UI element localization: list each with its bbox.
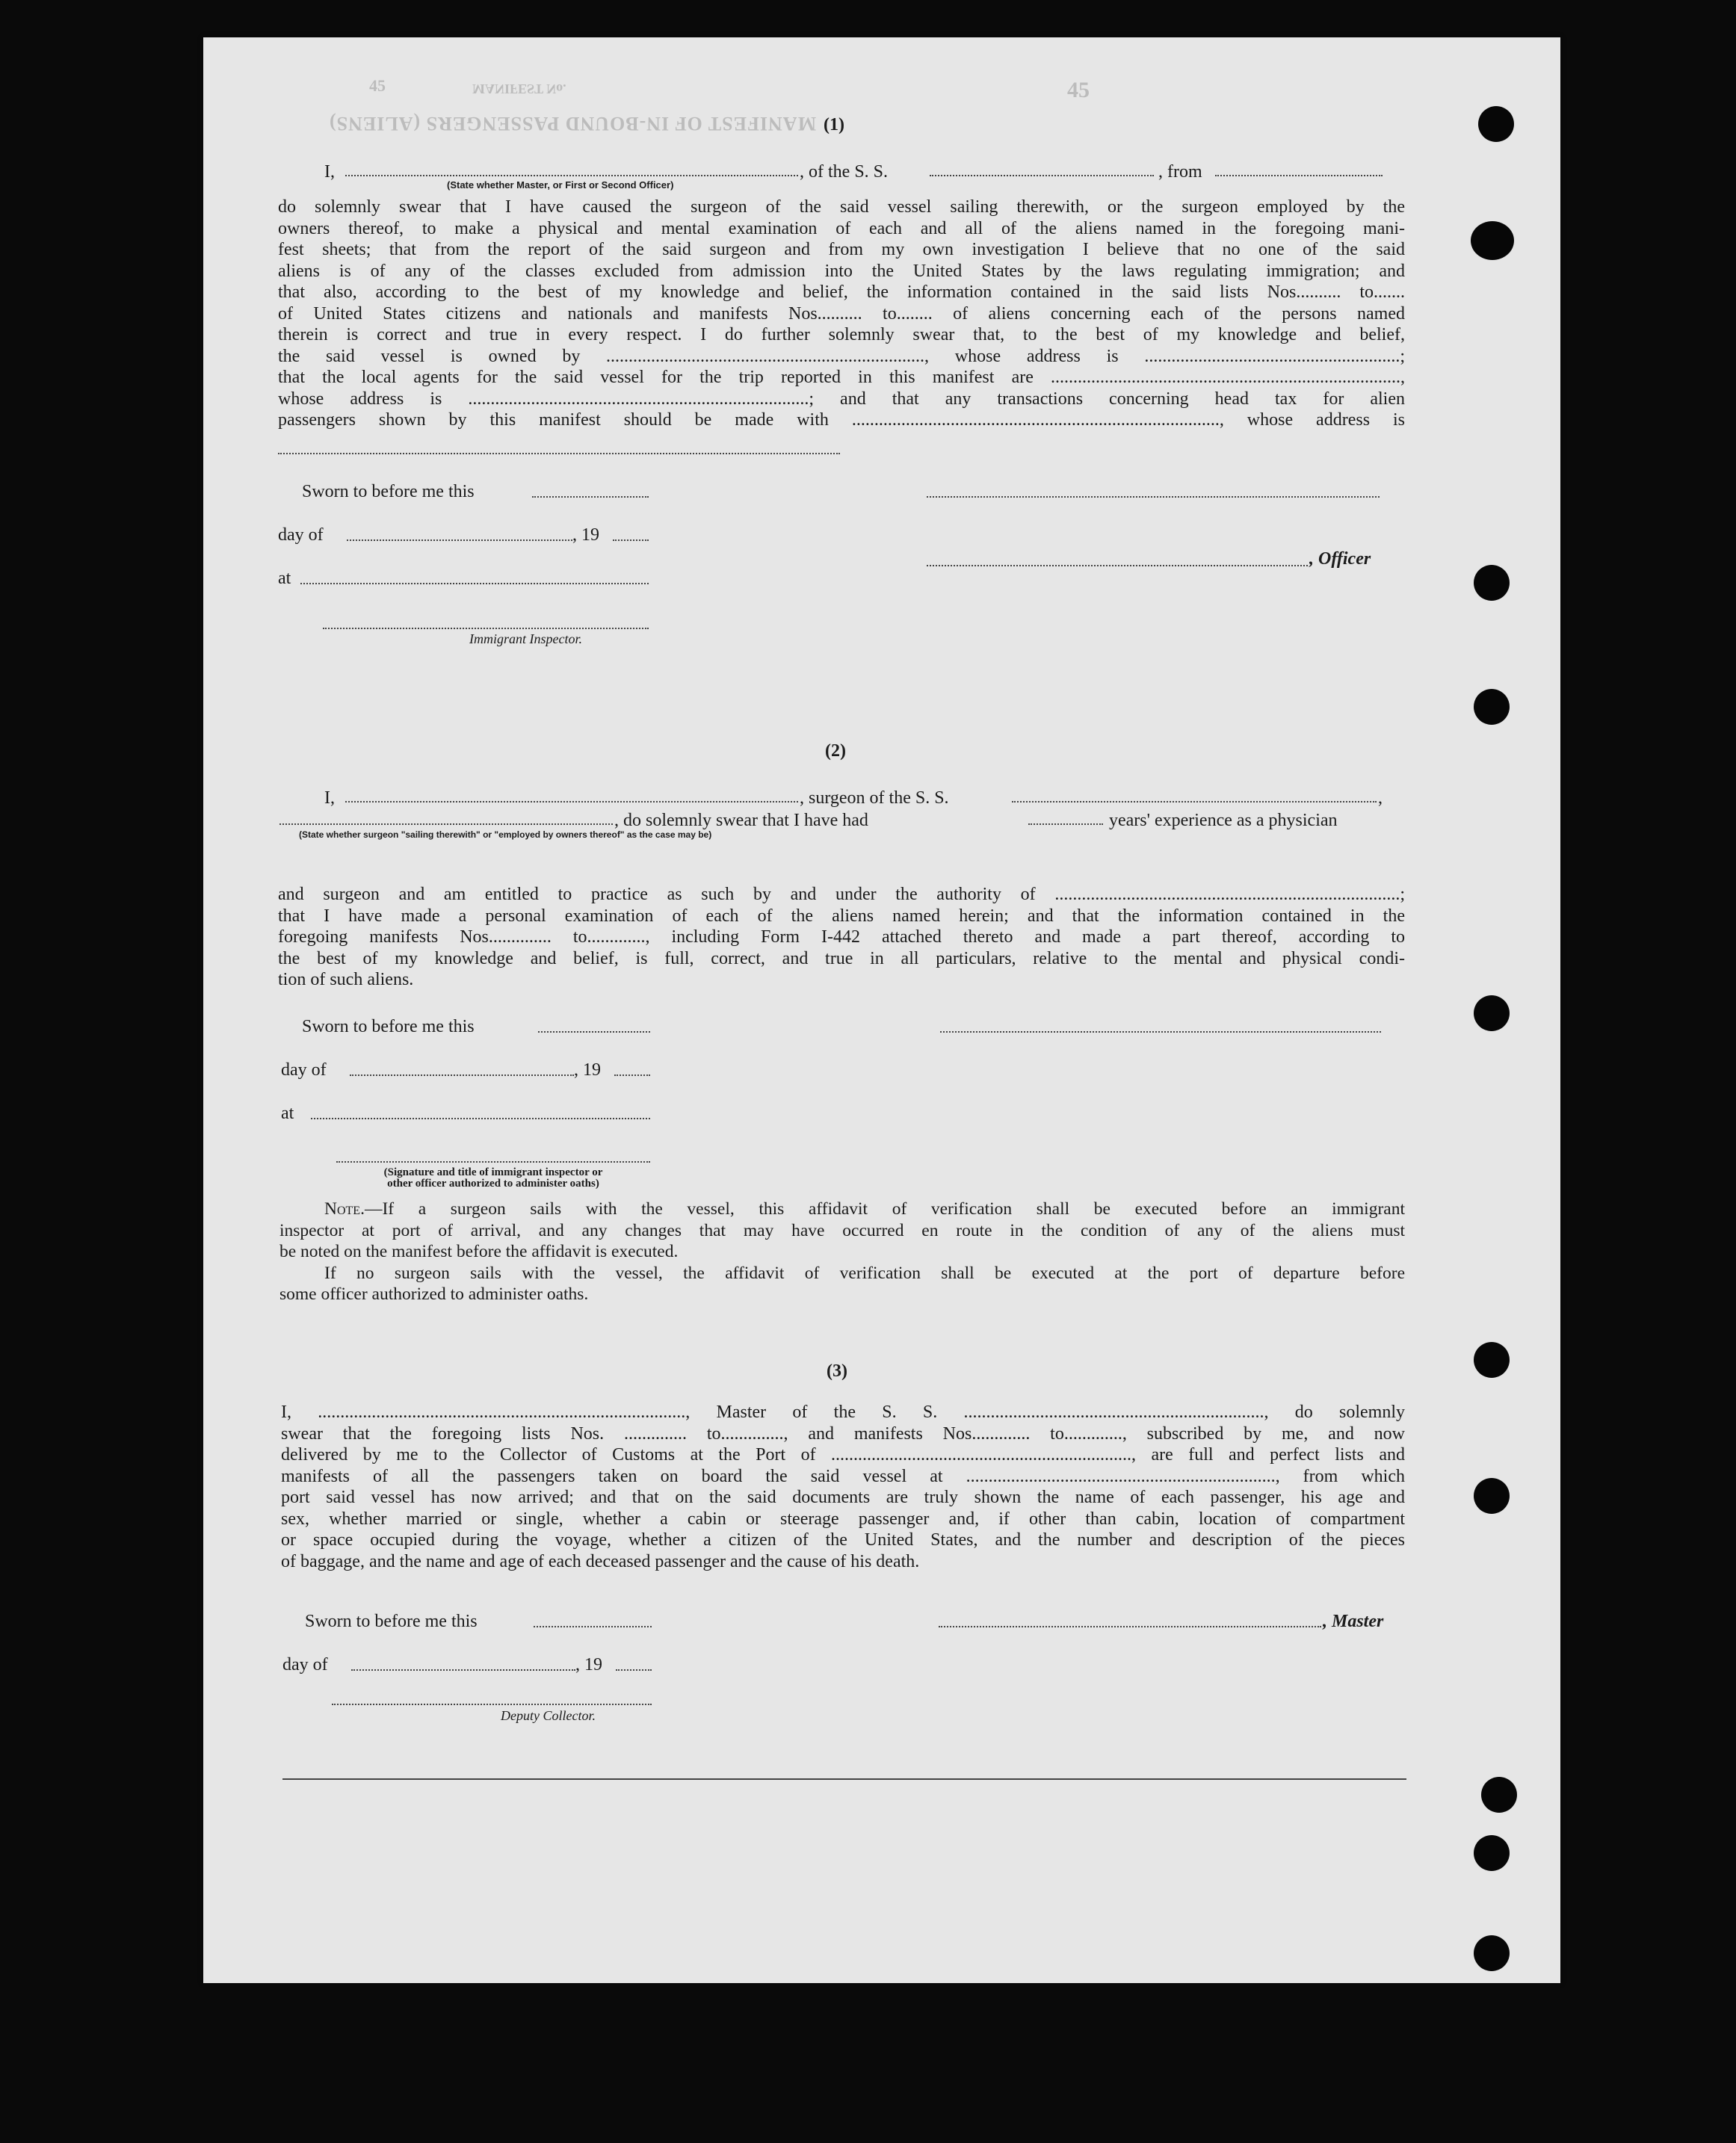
punch-hole-icon: [1474, 1342, 1510, 1378]
officer-signature-field[interactable]: [927, 496, 1380, 498]
immigrant-inspector-signature-field[interactable]: [323, 628, 649, 629]
section-2-sworn-date-field[interactable]: [538, 1031, 650, 1033]
section-1-heading: (1): [824, 115, 844, 134]
section-3-year-label: , 19: [575, 1655, 602, 1674]
deputy-collector-label: Deputy Collector.: [501, 1708, 596, 1723]
punch-hole-icon: [1471, 221, 1514, 260]
section-1-oath-text: do solemnly swear that I have caused the surgeon of the said vessel sailing therewith, or the surgeon employed by the owners thereof, to make a physical and mental examination of each and all of the aliens named in the foregoing mani- fest sheets; that from the report of the said surgeon and from my own investigation I believe that no one of the said aliens is of any of the classes excluded from admission into the United States by the laws regulating immigration; and that also, according to the best of my knowledge and belief, the information contained in the said lists Nos.......... to....... of United States citizens and nationals and manifests Nos.......... to........ of aliens concerning each of the persons named therein is correct and true in every respect. I do further solemnly swear that, to the best of my knowledge and belief, the said vessel is owned by ......................................................................., whose address is .........................................................; that the local agents for the said vessel for the trip reported in this manifest are .............................................................................., whose address is ............................................................................; and that any transactions concerning head tax for alien passengers shown by this manifest should be made with .................................................................................., whose address is: [278, 197, 1405, 430]
section-2-i-prefix: I,: [324, 788, 335, 808]
punch-hole-icon: [1478, 106, 1514, 142]
section-1-year-field[interactable]: [613, 539, 649, 541]
from-label: , from: [1158, 162, 1202, 182]
section-1-month-field[interactable]: [347, 539, 572, 541]
section-2-comma: ,: [1378, 788, 1383, 808]
surgeon-status-field[interactable]: [279, 823, 613, 825]
punch-hole-icon: [1474, 1835, 1510, 1871]
section-1-sworn-label: Sworn to before me this: [302, 482, 475, 501]
section-2-day-of-label: day of: [281, 1060, 327, 1080]
punch-hole-icon: [1474, 1478, 1510, 1514]
ghost-corner-number: 45: [1067, 78, 1090, 102]
ghost-title: MANIFEST OF IN-BOUND PASSENGERS (ALIENS): [329, 113, 817, 134]
section-3-sworn-label: Sworn to before me this: [305, 1612, 478, 1631]
section-3-year-field[interactable]: [616, 1669, 652, 1671]
section-1-at-place-field[interactable]: [300, 583, 649, 584]
section-2-month-field[interactable]: [350, 1074, 574, 1076]
from-port-field[interactable]: [1215, 175, 1383, 176]
surgeon-name-field[interactable]: [345, 801, 798, 803]
surgeon-note-text: Note.—If a surgeon sails with the vessel, this affidavit of verification shall be executed before an immigrant inspector at port of arrival, and any changes that may have occurred en route in the condition of any of the aliens must be noted on the manifest before the affidavit is executed. If no surgeon sails with the vessel, the affidavit of verification shall be executed at the port of departure before some officer authorized to administer oaths.: [279, 1199, 1405, 1304]
punch-hole-icon: [1474, 689, 1510, 725]
punch-hole-icon: [1481, 1777, 1517, 1813]
surgeon-of-label: , surgeon of the S. S.: [800, 788, 949, 808]
of-the-ss-label: , of the S. S.: [800, 162, 889, 182]
section-1-year-label: , 19: [572, 525, 599, 545]
years-experience-label: years' experience as a physician: [1109, 811, 1338, 830]
section-1-day-of-label: day of: [278, 525, 324, 545]
master-signature-field[interactable]: [939, 1626, 1321, 1627]
section-3-month-field[interactable]: [351, 1669, 575, 1671]
section-3-day-of-label: day of: [282, 1655, 328, 1674]
ghost-manifest-number: 45: [369, 76, 386, 95]
section-1-i-prefix: I,: [324, 162, 335, 182]
immigrant-inspector-label: Immigrant Inspector.: [469, 631, 582, 646]
do-solemnly-label: , do solemnly swear that I have had: [614, 811, 868, 830]
section-3-sworn-date-field[interactable]: [534, 1626, 652, 1627]
officer-label: , Officer: [1309, 549, 1371, 569]
section-2-at-place-field[interactable]: [311, 1118, 650, 1119]
officer-rank-note: (State whether Master, or First or Second Officer): [447, 179, 674, 191]
section-2-at-label: at: [281, 1104, 294, 1123]
surgeon-signature-field[interactable]: [940, 1031, 1381, 1033]
section-2-heading: (2): [825, 741, 846, 761]
form-page: [203, 37, 1560, 1983]
years-experience-field[interactable]: [1028, 823, 1103, 825]
vessel-name-field[interactable]: [930, 175, 1154, 176]
ghost-manifest-label: MANIFEST No.: [472, 81, 566, 96]
officer-name-field[interactable]: [345, 175, 798, 176]
section-2-year-field[interactable]: [614, 1074, 650, 1076]
officer-title-field[interactable]: [927, 565, 1308, 566]
deputy-collector-signature-field[interactable]: [332, 1704, 652, 1705]
section-2-sworn-label: Sworn to before me this: [302, 1017, 475, 1036]
note-label: Note.: [324, 1199, 365, 1219]
section-1-at-label: at: [278, 569, 291, 588]
section-3-oath-text: I, .................................................................................., Master of the S. S. ..................................................................., do solemnly swear that the foregoing lists Nos. .............. to.............., and manifests Nos............. to............., subscribed by me, and now delivered by me to the Collector of Customs at the Port of ..................................................................., are full and perfect lists and manifests of all the passengers taken on board the said vessel at ....................................................................., from which port said vessel has now arrived; and that on the said documents are truly shown the name of each passenger, his age and sex, whether married or single, whether a cabin or steerage passenger and, if other than cabin, location of compartment or space occupied during the voyage, whether a citizen of the United States, and the number and description of the pieces of baggage, and the name and age of each deceased passenger and the cause of his death.: [281, 1403, 1405, 1571]
agent-address-field[interactable]: [278, 453, 840, 454]
section-2-vessel-field[interactable]: [1012, 801, 1377, 803]
section-1-sworn-date-field[interactable]: [532, 496, 649, 498]
signature-title-note: (Signature and title of immigrant inspector or other officer authorized to administer oaths): [383, 1166, 603, 1190]
punch-hole-icon: [1474, 565, 1510, 601]
punch-hole-icon: [1474, 1935, 1510, 1971]
punch-hole-icon: [1474, 995, 1510, 1031]
surgeon-status-note: (State whether surgeon "sailing therewith" or "employed by owners thereof" as the case may be): [299, 829, 712, 840]
section-3-heading: (3): [827, 1361, 847, 1381]
bottom-divider: [282, 1778, 1406, 1780]
section-2-year-label: , 19: [574, 1060, 601, 1080]
section-2-oath-text: and surgeon and am entitled to practice as such by and under the authority of .............................................................................; that I have made a personal examination of each of the aliens named herein; and that the information contained in the foregoing manifests Nos.............. to............., including Form I-442 attached thereto and made a part thereof, according to the best of my knowledge and belief, is full, correct, and true in all particulars, relative to the mental and physical condi- tion of such aliens.: [278, 885, 1405, 989]
master-label: , Master: [1323, 1612, 1384, 1631]
